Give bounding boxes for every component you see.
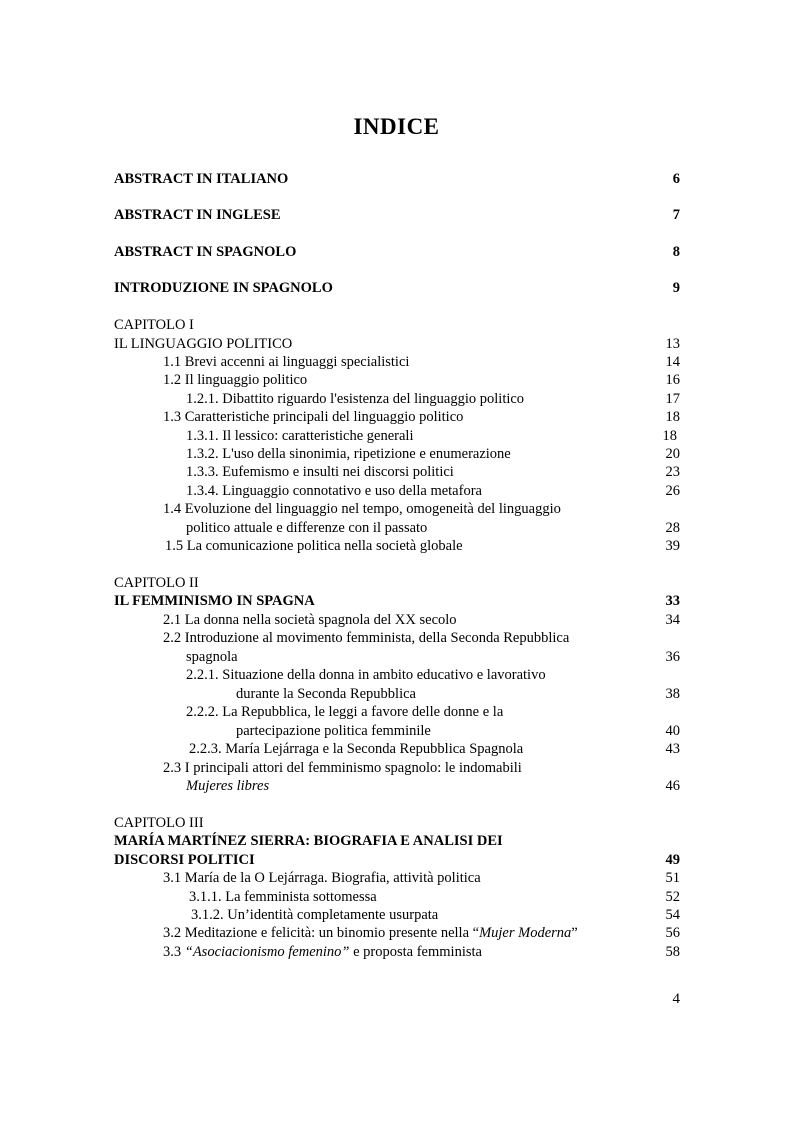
toc-entry[interactable] <box>186 427 680 446</box>
toc-entry[interactable] <box>163 611 680 630</box>
toc-entry-title: 2.2.3. María Lejárraga e la Seconda Repubblica Spagnola <box>189 741 524 757</box>
toc-entry[interactable] <box>189 888 680 907</box>
toc-entry[interactable] <box>236 722 680 741</box>
toc-entry[interactable] <box>163 408 680 427</box>
toc-entry-title: CAPITOLO III <box>114 815 204 831</box>
toc-entry[interactable] <box>186 390 680 409</box>
toc-entry-title: partecipazione politica femminile <box>236 723 431 739</box>
toc-entry[interactable] <box>163 759 680 778</box>
toc-entry-page: 38 <box>665 686 680 702</box>
toc-entry-page: 39 <box>665 538 680 554</box>
toc-entry-title: 1.2.1. Dibattito riguardo l'esistenza del linguaggio politico <box>186 391 525 407</box>
toc-entry-title-italic: Mujer Moderna <box>479 925 572 941</box>
toc-entry-page: 17 <box>665 391 680 407</box>
toc-entry-page: 54 <box>665 907 680 923</box>
toc-entry-title: 2.1 La donna nella società spagnola del XX secolo <box>163 612 457 628</box>
toc-entry-title-part: 3.2 Meditazione e felicità: un binomio presente nella “ <box>163 925 480 941</box>
toc-entry-title: Mujeres libres <box>186 778 270 794</box>
chapter-heading[interactable] <box>114 316 680 335</box>
toc-entry-page: 51 <box>665 870 680 886</box>
toc-entry[interactable] <box>163 943 680 962</box>
toc-entry-title: 1.3.4. Linguaggio connotativo e uso della metafora <box>186 483 482 499</box>
toc-entry-title: 3.1.1. La femminista sottomessa <box>189 889 377 905</box>
toc-entry[interactable] <box>114 243 680 262</box>
toc-entry-page: 49 <box>665 852 680 868</box>
toc-entry-title <box>163 943 482 962</box>
toc-entry-title: spagnola <box>186 649 238 665</box>
toc-entry-title: IL LINGUAGGIO POLITICO <box>114 336 293 352</box>
toc-entry[interactable] <box>114 170 680 189</box>
chapter-heading[interactable] <box>114 814 680 833</box>
toc-entry-title-italic: “Asociacionismo femenino” <box>184 944 350 960</box>
toc-entry-title: 1.3.1. Il lessico: caratteristiche generali <box>186 428 414 444</box>
toc-entry-title: CAPITOLO I <box>114 317 194 333</box>
toc-entry-page: 56 <box>665 925 680 941</box>
toc-entry-page: 43 <box>665 741 680 757</box>
toc-entry-title: 2.2.2. La Repubblica, le leggi a favore delle donne e la <box>186 704 504 720</box>
toc-entry-page: 8 <box>672 244 680 260</box>
toc-entry-page: 28 <box>665 520 680 536</box>
toc-entry[interactable] <box>114 832 680 851</box>
toc-entry-title: 2.3 I principali attori del femminismo spagnolo: le indomabili <box>163 760 522 776</box>
toc-entry-title: 1.2 Il linguaggio politico <box>163 372 308 388</box>
toc-entry-title: INTRODUZIONE IN SPAGNOLO <box>114 280 333 296</box>
toc-entry[interactable] <box>163 924 680 943</box>
toc-entry-title: 1.1 Brevi accenni ai linguaggi specialistici <box>163 354 410 370</box>
toc-entry-title: 2.2.1. Situazione della donna in ambito educativo e lavorativo <box>186 667 546 683</box>
toc-entry-page: 18 <box>662 428 677 444</box>
toc-entry-title: MARÍA MARTÍNEZ SIERRA: BIOGRAFIA E ANALISI DEI <box>114 833 503 849</box>
toc-entry-title: ABSTRACT IN ITALIANO <box>114 171 289 187</box>
toc-entry-title-part: 3.3 <box>163 944 185 960</box>
toc-entry[interactable] <box>114 335 680 354</box>
toc-entry-page: 18 <box>665 409 680 425</box>
toc-entry[interactable] <box>191 906 680 925</box>
toc-entry[interactable] <box>114 851 680 870</box>
toc-entry[interactable] <box>114 592 680 611</box>
toc-entry-page: 33 <box>665 593 680 609</box>
toc-entry-page: 34 <box>665 612 680 628</box>
toc-entry-page: 6 <box>672 171 680 187</box>
toc-entry-page: 14 <box>665 354 680 370</box>
toc-entry[interactable] <box>186 648 680 667</box>
toc-entry[interactable] <box>163 869 680 888</box>
toc-entry-page: 58 <box>665 944 680 960</box>
page-title: INDICE <box>353 114 440 139</box>
toc-entry[interactable] <box>186 519 680 538</box>
toc-entry-page: 7 <box>672 207 680 223</box>
toc-entry[interactable] <box>165 537 680 556</box>
toc-entry-page: 36 <box>665 649 680 665</box>
toc-entry[interactable] <box>163 353 680 372</box>
toc-entry[interactable] <box>189 740 680 759</box>
toc-entry-title: 1.5 La comunicazione politica nella società globale <box>165 538 463 554</box>
page-number: 4 <box>672 991 680 1007</box>
toc-entry-page: 26 <box>665 483 680 499</box>
toc-entry-title: 3.1.2. Un’identità completamente usurpata <box>191 907 439 923</box>
toc-entry-title: 2.2 Introduzione al movimento femminista, della Seconda Repubblica <box>163 630 570 646</box>
toc-entry-page: 40 <box>665 723 680 739</box>
toc-entry[interactable] <box>186 666 680 685</box>
toc-entry-title: CAPITOLO II <box>114 575 199 591</box>
toc-entry-title: 1.3.3. Eufemismo e insulti nei discorsi politici <box>186 464 454 480</box>
toc-entry-title: 3.1 María de la O Lejárraga. Biografia, attività politica <box>163 870 481 886</box>
toc-entry[interactable] <box>186 482 680 501</box>
toc-entry[interactable] <box>186 703 680 722</box>
toc-entry-title: IL FEMMINISMO IN SPAGNA <box>114 593 315 609</box>
toc-entry-title: durante la Seconda Repubblica <box>236 686 416 702</box>
toc-entry-title: ABSTRACT IN SPAGNOLO <box>114 244 297 260</box>
toc-entry[interactable] <box>186 445 680 464</box>
toc-entry-title-part: e proposta femminista <box>349 944 482 960</box>
chapter-heading[interactable] <box>114 574 680 593</box>
toc-entry-page: 16 <box>665 372 680 388</box>
toc-entry-title <box>163 924 578 943</box>
toc-entry-page: 9 <box>672 280 680 296</box>
toc-entry[interactable] <box>236 685 680 704</box>
toc-entry-page: 23 <box>665 464 680 480</box>
toc-entry-page: 20 <box>665 446 680 462</box>
toc-entry[interactable] <box>163 629 680 648</box>
toc-entry-title-part: ” <box>571 925 578 941</box>
toc-entry-page: 13 <box>665 336 680 352</box>
toc-entry[interactable] <box>186 777 680 796</box>
toc-entry[interactable] <box>163 500 680 519</box>
toc-entry-title: 1.3.2. L'uso della sinonimia, ripetizione e enumerazione <box>186 446 511 462</box>
toc-entry-page: 46 <box>665 778 680 794</box>
toc-entry-title: 1.3 Caratteristiche principali del linguaggio politico <box>163 409 464 425</box>
toc-entry[interactable] <box>114 279 680 298</box>
toc-entry[interactable] <box>163 371 680 390</box>
toc-entry-title: politico attuale e differenze con il passato <box>186 520 428 536</box>
toc-entry-title: DISCORSI POLITICI <box>114 852 255 868</box>
toc-entry-title: 1.4 Evoluzione del linguaggio nel tempo, omogeneità del linguaggio <box>163 501 561 517</box>
toc-entry-title: ABSTRACT IN INGLESE <box>114 207 281 223</box>
toc-entry[interactable] <box>114 206 680 225</box>
toc-entry-page: 52 <box>665 889 680 905</box>
toc-entry[interactable] <box>186 463 680 482</box>
